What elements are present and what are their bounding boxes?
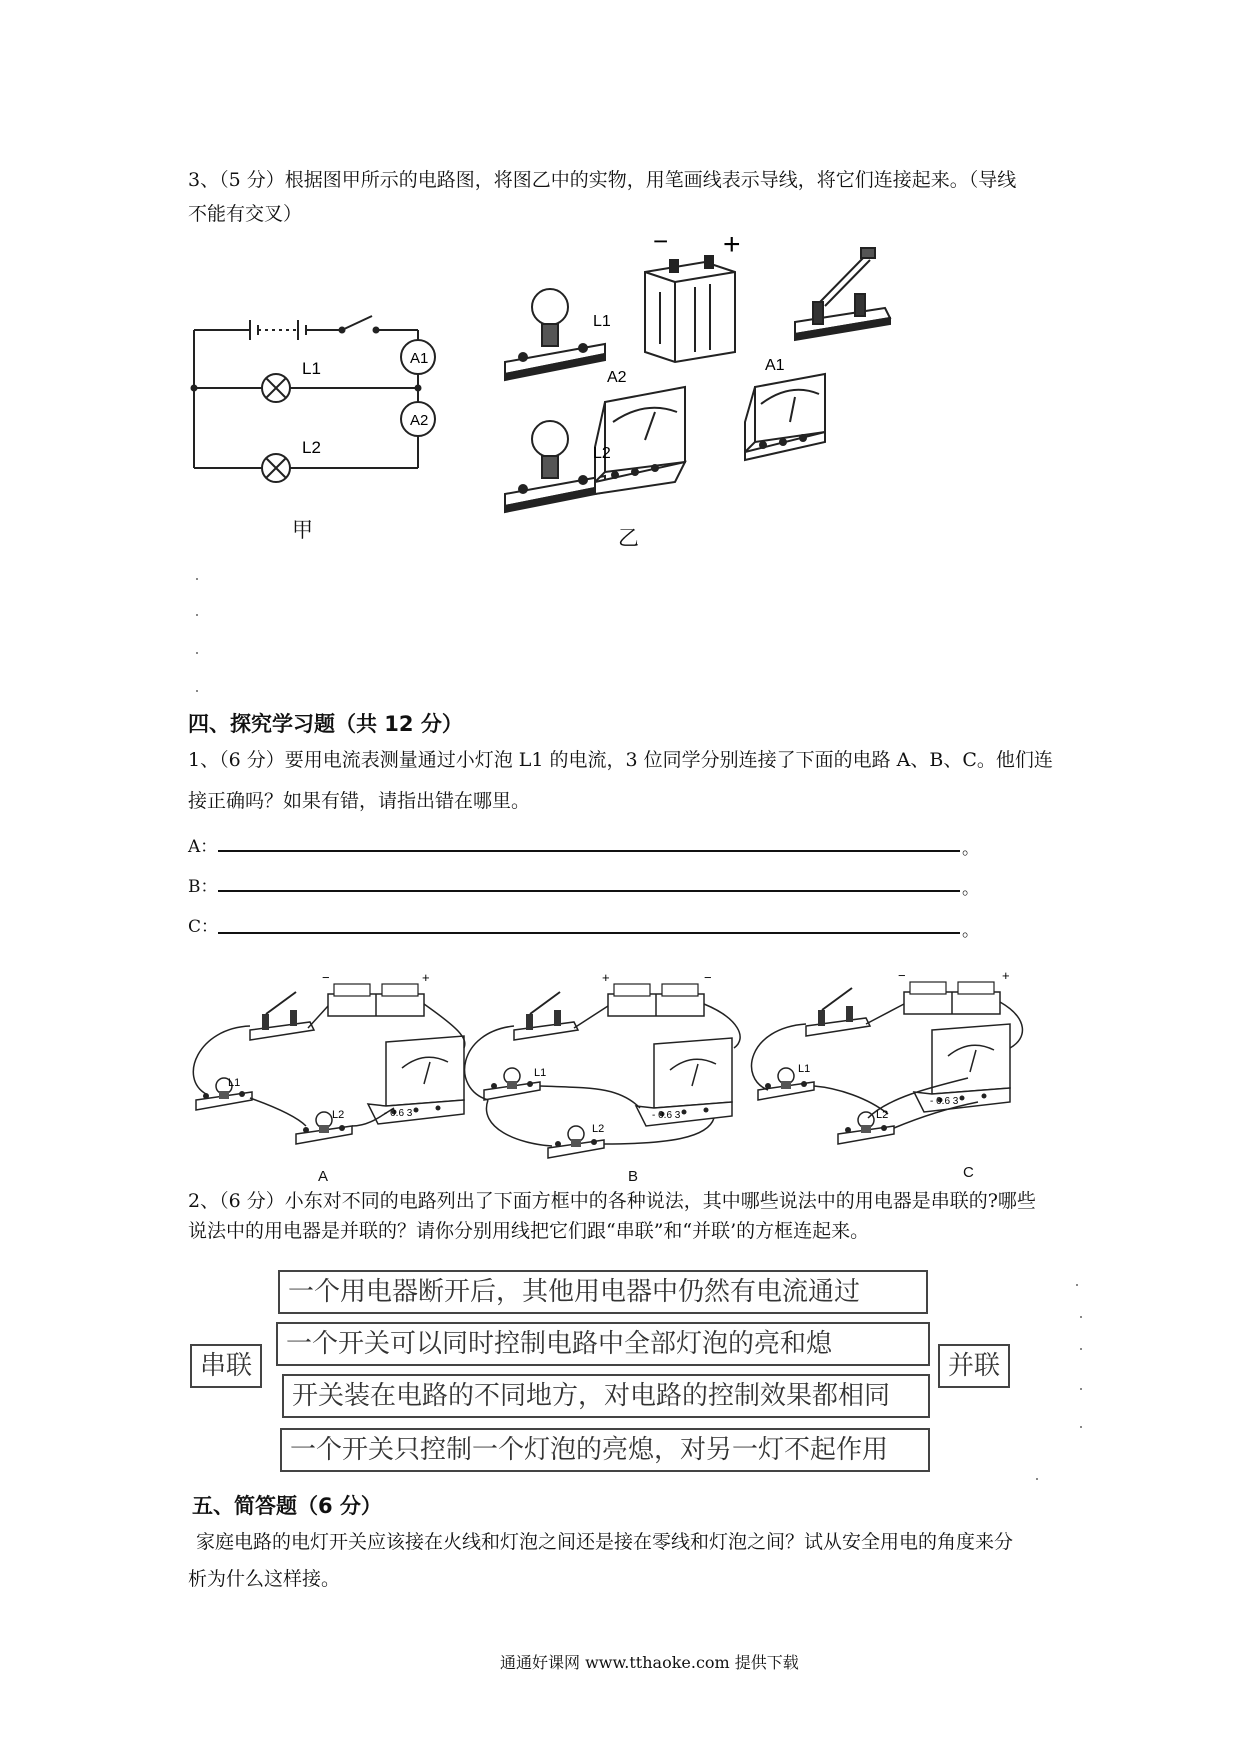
battery-plus-label: + xyxy=(723,232,741,261)
a1-photo-label: A1 xyxy=(765,357,785,374)
answer-c-label: C： xyxy=(188,917,219,937)
scan-speck xyxy=(196,578,198,580)
circuit-c-minus: − xyxy=(898,968,906,983)
section4-heading: 四、探究学习题（共 12 分） xyxy=(188,712,463,736)
battery-minus-label: − xyxy=(653,232,669,256)
scan-speck xyxy=(1080,1426,1082,1428)
circuit-c-plus: + xyxy=(1002,968,1010,983)
scan-speck xyxy=(1080,1348,1082,1350)
s5-text-line2: 析为什么这样接。 xyxy=(188,1568,341,1590)
section5-heading: 五、简答题（6 分） xyxy=(192,1494,382,1518)
ammeter-a1-icon xyxy=(745,374,825,460)
circuit-c-l2-label: L2 xyxy=(876,1109,889,1121)
s5-text-line1: 家庭电路的电灯开关应该接在火线和灯泡之间还是接在零线和灯泡之间？试从安全用电的角度来分 xyxy=(196,1531,1014,1553)
answer-b-label: B： xyxy=(188,877,218,897)
s4-q1-text-line2: 接正确吗？如果有错，请指出错在哪里。 xyxy=(188,790,531,812)
scan-speck xyxy=(196,652,198,654)
components-figure-yi xyxy=(495,232,935,552)
circuit-b-meter-scale: - 0.6 3 xyxy=(652,1110,681,1121)
circuit-b-l2-label: L2 xyxy=(592,1123,605,1135)
statement-box-4[interactable]: 一个开关只控制一个灯泡的亮熄，对另一灯不起作用 xyxy=(280,1428,930,1472)
statement-box-1[interactable]: 一个用电器断开后，其他用电器中仍然有电流通过 xyxy=(278,1270,928,1314)
a2-label: A2 xyxy=(410,412,429,429)
s4-q1-text-line1: 1、（6 分）要用电流表测量通过小灯泡 L1 的电流，3 位同学分别连接了下面的电路 A、B、C。他们连 xyxy=(188,749,1053,771)
answer-b-end: 。 xyxy=(962,879,979,899)
ammeter-a2-icon xyxy=(595,387,685,494)
fig-yi-caption: 乙 xyxy=(618,526,639,550)
circuit-a-l2-label: L2 xyxy=(332,1109,345,1121)
circuit-a-meter-scale: - 0.6 3 xyxy=(384,1108,413,1119)
circuit-c-l1-label: L1 xyxy=(798,1063,811,1075)
circuit-b-minus: − xyxy=(704,970,712,985)
answer-b-line[interactable] xyxy=(218,890,960,892)
circuit-a-caption: A xyxy=(318,1168,329,1185)
circuit-c-meter-scale: - 0.6 3 xyxy=(930,1096,959,1107)
scan-speck xyxy=(1080,1388,1082,1390)
answer-a-line[interactable] xyxy=(218,850,960,852)
answer-a-label: A： xyxy=(188,837,218,857)
circuit-diagram-jia xyxy=(180,290,440,520)
a2-photo-label: A2 xyxy=(607,369,627,386)
lamp-l2-icon xyxy=(505,421,605,512)
q3-text-line1: 3、（5 分）根据图甲所示的电路图，将图乙中的实物，用笔画线表示导线，将它们连接起来。（导线 xyxy=(188,169,1017,191)
parallel-box[interactable]: 并联 xyxy=(938,1344,1010,1388)
circuit-b-caption: B xyxy=(628,1168,639,1185)
s4-q2-text-line1: 2、（6 分）小东对不同的电路列出了下面方框中的各种说法，其中哪些说法中的用电器是串联的?哪些 xyxy=(188,1190,1036,1212)
a1-label: A1 xyxy=(410,350,429,367)
switch-blade xyxy=(342,316,372,330)
scan-speck xyxy=(1036,1478,1038,1480)
series-box[interactable]: 串联 xyxy=(190,1344,262,1388)
scan-speck xyxy=(196,614,198,616)
statement-box-3[interactable]: 开关装在电路的不同地方，对电路的控制效果都相同 xyxy=(282,1374,930,1418)
answer-c-line[interactable] xyxy=(218,932,960,934)
circuit-a-minus: − xyxy=(322,970,330,985)
circuit-a-l1-label: L1 xyxy=(228,1077,241,1089)
s4-q2-text-line2: 说法中的用电器是并联的？请你分别用线把它们跟“串联”和“并联’的方框连起来。 xyxy=(188,1220,870,1242)
circuit-c-caption: C xyxy=(963,1164,974,1181)
scan-speck xyxy=(1080,1316,1082,1318)
statement-box-2[interactable]: 一个开关可以同时控制电路中全部灯泡的亮和熄 xyxy=(276,1322,930,1366)
lamp-l1-icon xyxy=(505,289,605,380)
scan-speck xyxy=(1076,1284,1078,1286)
l1-photo-label: L1 xyxy=(593,313,611,330)
answer-c-end: 。 xyxy=(962,921,979,941)
l1-label: L1 xyxy=(302,359,321,378)
circuit-b-l1-label: L1 xyxy=(534,1067,547,1079)
circuit-a-plus: + xyxy=(422,970,430,985)
circuit-b-plus: + xyxy=(602,970,610,985)
fig-jia-caption: 甲 xyxy=(292,518,313,542)
page-footer: 通通好课网 www.tthaoke.com 提供下载 xyxy=(500,1653,799,1672)
circuits-abc-figure xyxy=(188,968,1068,1170)
l2-photo-label: L2 xyxy=(593,445,611,462)
knife-switch-icon xyxy=(795,248,890,340)
scan-speck xyxy=(196,690,198,692)
answer-a-end: 。 xyxy=(962,839,979,859)
circuit-a xyxy=(193,984,465,1144)
q3-text-line2: 不能有交叉） xyxy=(188,203,303,225)
battery-box-icon xyxy=(645,256,735,362)
l2-label: L2 xyxy=(302,438,321,457)
